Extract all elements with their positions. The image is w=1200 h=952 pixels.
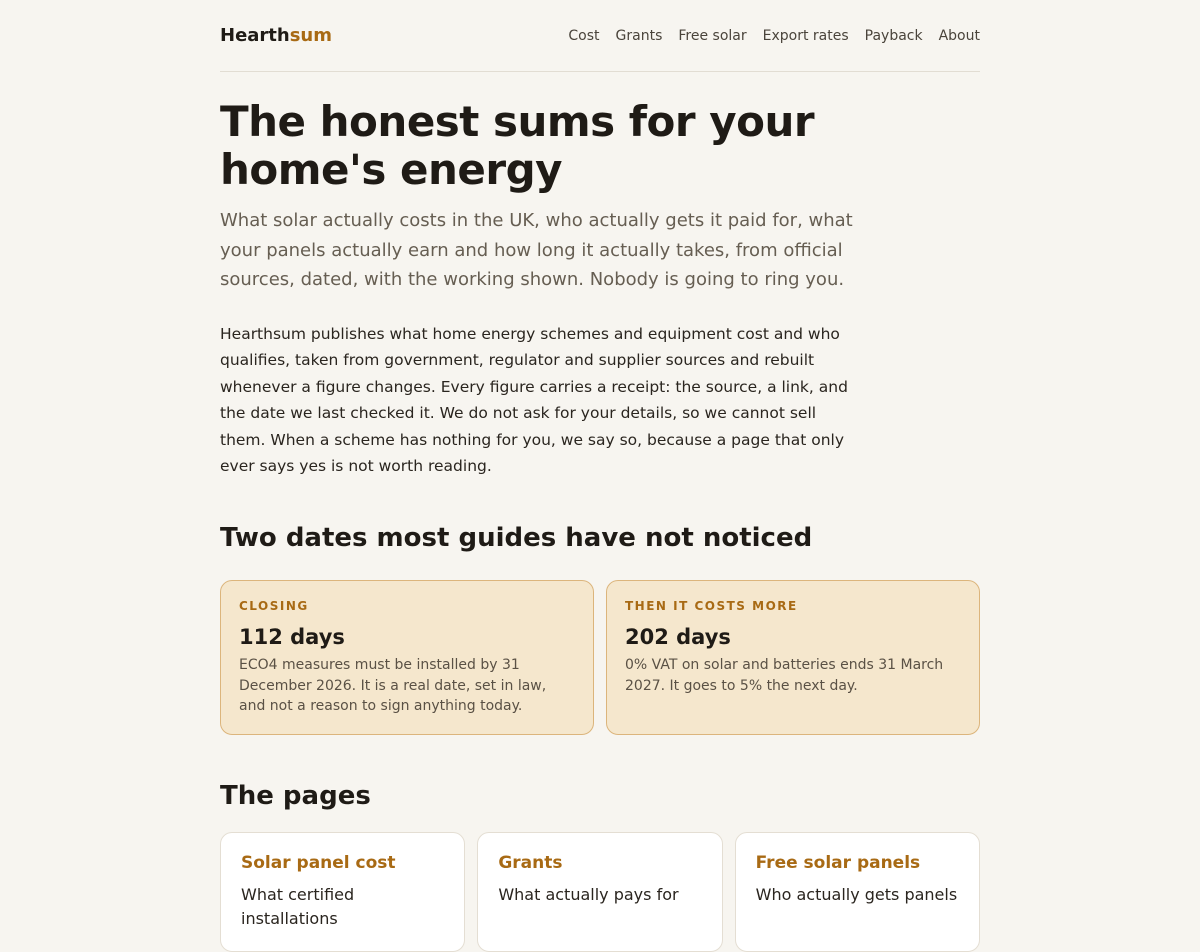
- page-card-solar-cost[interactable]: [220, 832, 465, 952]
- hero-title: The honest sums for your home's energy: [220, 97, 815, 194]
- pages-heading: The pages: [220, 781, 371, 811]
- page-card-desc: Who actually gets panels: [755, 885, 958, 904]
- card-days: 112 days: [239, 625, 345, 649]
- intro-paragraph: Hearthsum publishes what home energy schemes and equipment cost and who qualifies, taken from government, regulator and supplier sources and rebuilt whenever a figure changes. Every figure carries a receipt: the source, a link, and the date we last checked it. We do not ask for your details, so we cannot sell them. When a scheme has nothing for you, we say so, because a page that only ever says yes is not worth reading.: [220, 324, 848, 475]
- nav-export-rates[interactable]: Export rates: [762, 27, 849, 44]
- nav-free-solar[interactable]: Free solar: [678, 27, 747, 44]
- page-cards: [220, 832, 980, 952]
- card-label: THEN IT COSTS MORE: [625, 599, 798, 613]
- date-card-vat: [606, 580, 980, 735]
- main-nav: [568, 28, 980, 44]
- logo-link[interactable]: [220, 25, 332, 46]
- dates-heading: Two dates most guides have not noticed: [220, 523, 813, 553]
- page-card-free-solar[interactable]: [735, 832, 980, 952]
- date-card-closing: [220, 580, 594, 735]
- nav-payback[interactable]: Payback: [864, 27, 923, 44]
- page: [220, 0, 980, 928]
- page-card-title[interactable]: Grants: [498, 853, 563, 873]
- nav-grants[interactable]: Grants: [615, 27, 663, 44]
- nav-about[interactable]: About: [938, 27, 980, 44]
- card-text: ECO4 measures must be installed by 31 December 2026. It is a real date, set in law, and not a reason to sign anything today.: [239, 657, 547, 714]
- date-cards: [220, 580, 980, 735]
- page-card-grants[interactable]: [477, 832, 722, 952]
- site-header: [220, 0, 980, 72]
- page-card-title[interactable]: Free solar panels: [755, 853, 921, 873]
- nav-cost[interactable]: Cost: [568, 27, 600, 44]
- hero-subtitle: What solar actually costs in the UK, who actually gets it paid for, what your panels actually earn and how long it actually takes, from official sources, dated, with the working shown. Nobody is going to ring you.: [220, 210, 853, 290]
- card-days: 202 days: [625, 625, 731, 649]
- logo-accent: sum: [289, 25, 333, 46]
- page-card-title[interactable]: Solar panel cost: [241, 853, 396, 873]
- logo-main: Hearth: [220, 25, 290, 46]
- page-card-desc: What actually pays for: [498, 885, 679, 904]
- card-text: 0% VAT on solar and batteries ends 31 March 2027. It goes to 5% the next day.: [625, 657, 944, 694]
- page-card-desc: What certified installations: [241, 885, 355, 928]
- card-label: CLOSING: [239, 599, 309, 613]
